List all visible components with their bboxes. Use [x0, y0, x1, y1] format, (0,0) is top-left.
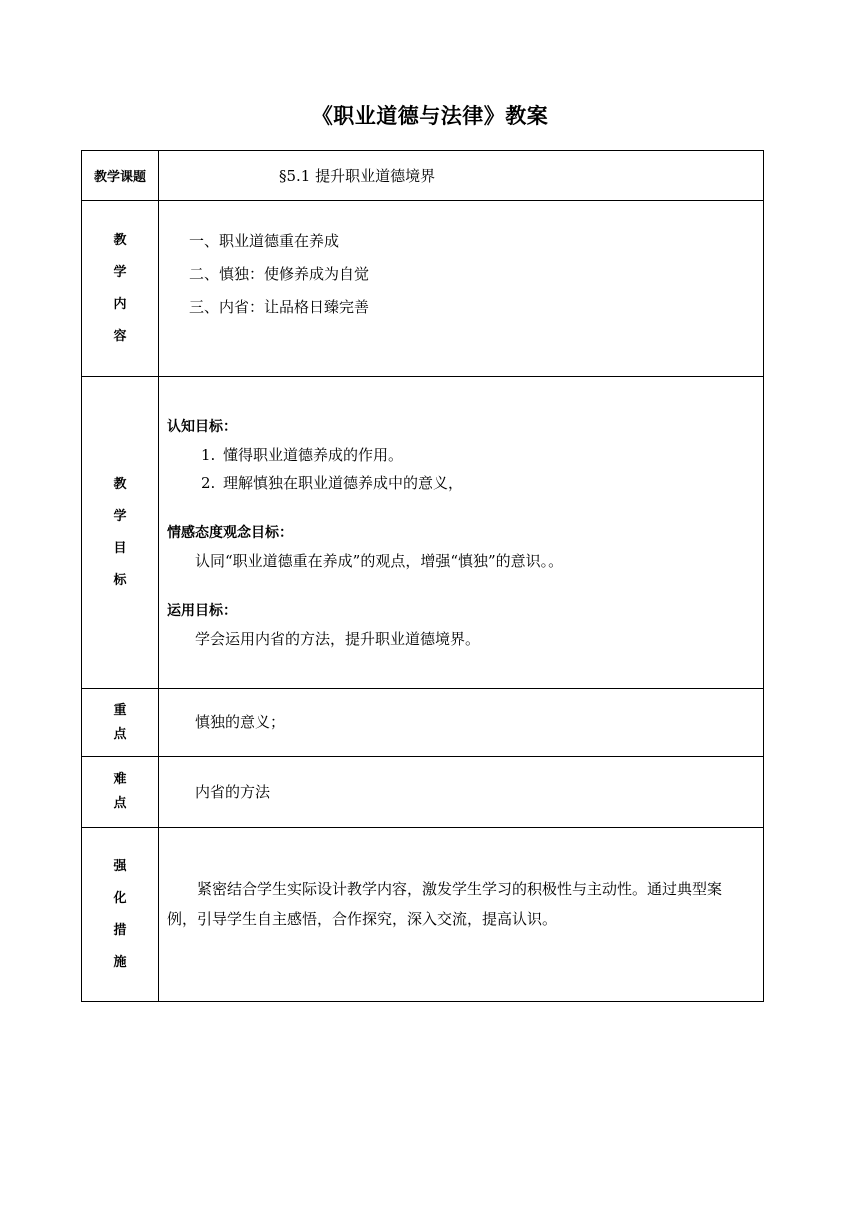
- row-difficulty: [82, 757, 764, 828]
- key-point-value: 慎独的意义；: [195, 713, 286, 731]
- objectives-cell: [159, 377, 764, 689]
- content-item: 二、慎独：使修养成为自觉: [189, 265, 370, 283]
- label-measures: [82, 828, 159, 1002]
- label-topic-text: 教学课题: [93, 170, 146, 185]
- item-text: 理解慎独在职业道德养成中的意义，: [223, 473, 464, 492]
- label-char: 标: [113, 572, 127, 588]
- label-char: 教: [113, 476, 127, 492]
- topic-value: §5.1 提升职业道德境界: [279, 166, 436, 185]
- label-char: 难: [113, 772, 127, 787]
- topic-cell: [159, 151, 764, 201]
- label-char: 学: [113, 508, 127, 524]
- row-objectives: [82, 377, 764, 689]
- item-number: 1.: [201, 445, 216, 464]
- document-title: 《职业道德与法律》教案: [311, 104, 549, 128]
- item-number: 2.: [201, 473, 216, 492]
- cognitive-item: [159, 469, 763, 497]
- application-heading: 运用目标：: [167, 602, 237, 619]
- label-char: 目: [113, 540, 127, 556]
- difficulty-value: 内省的方法: [195, 782, 271, 801]
- item-text: 懂得职业道德养成的作用。: [223, 445, 404, 464]
- content-item: 三、内省：让品格日臻完善: [189, 298, 370, 316]
- cognitive-heading: 认知目标：: [167, 418, 237, 435]
- label-key-point: [82, 689, 159, 757]
- key-point-cell: [159, 689, 764, 757]
- measures-text: 紧密结合学生实际设计教学内容，激发学生学习的积极性与主动性。通过典型案例，引导学生自主感悟，合作探究，深入交流，提高认识。: [167, 879, 723, 928]
- label-char: 点: [113, 726, 127, 742]
- label-topic: [82, 151, 159, 201]
- row-content: [82, 201, 764, 377]
- application-text: 学会运用内省的方法，提升职业道德境界。: [195, 629, 481, 648]
- difficulty-cell: [159, 757, 764, 828]
- label-char: 重: [113, 702, 127, 718]
- row-measures: [82, 828, 764, 1002]
- lesson-plan-table: [81, 150, 764, 1002]
- label-char: 点: [113, 796, 127, 811]
- affective-text: 认同“职业道德重在养成”的观点，增强“慎独”的意识。。: [195, 551, 564, 570]
- label-char: 强: [113, 858, 127, 874]
- label-difficulty: [82, 757, 159, 828]
- measures-cell: [159, 828, 764, 1002]
- label-char: 学: [113, 264, 127, 280]
- label-char: 施: [113, 954, 127, 970]
- label-char: 容: [113, 328, 127, 344]
- row-key-point: [82, 689, 764, 757]
- label-char: 内: [113, 296, 127, 312]
- label-char: 措: [113, 922, 127, 938]
- label-content: [82, 201, 159, 377]
- cognitive-item: [159, 441, 763, 469]
- label-char: 化: [113, 890, 127, 906]
- label-objectives: [82, 377, 159, 689]
- label-char: 教: [113, 232, 127, 248]
- row-topic: [82, 151, 764, 201]
- affective-heading: 情感态度观念目标：: [167, 524, 293, 541]
- content-cell: [159, 201, 764, 377]
- content-item: 一、职业道德重在养成: [189, 232, 340, 250]
